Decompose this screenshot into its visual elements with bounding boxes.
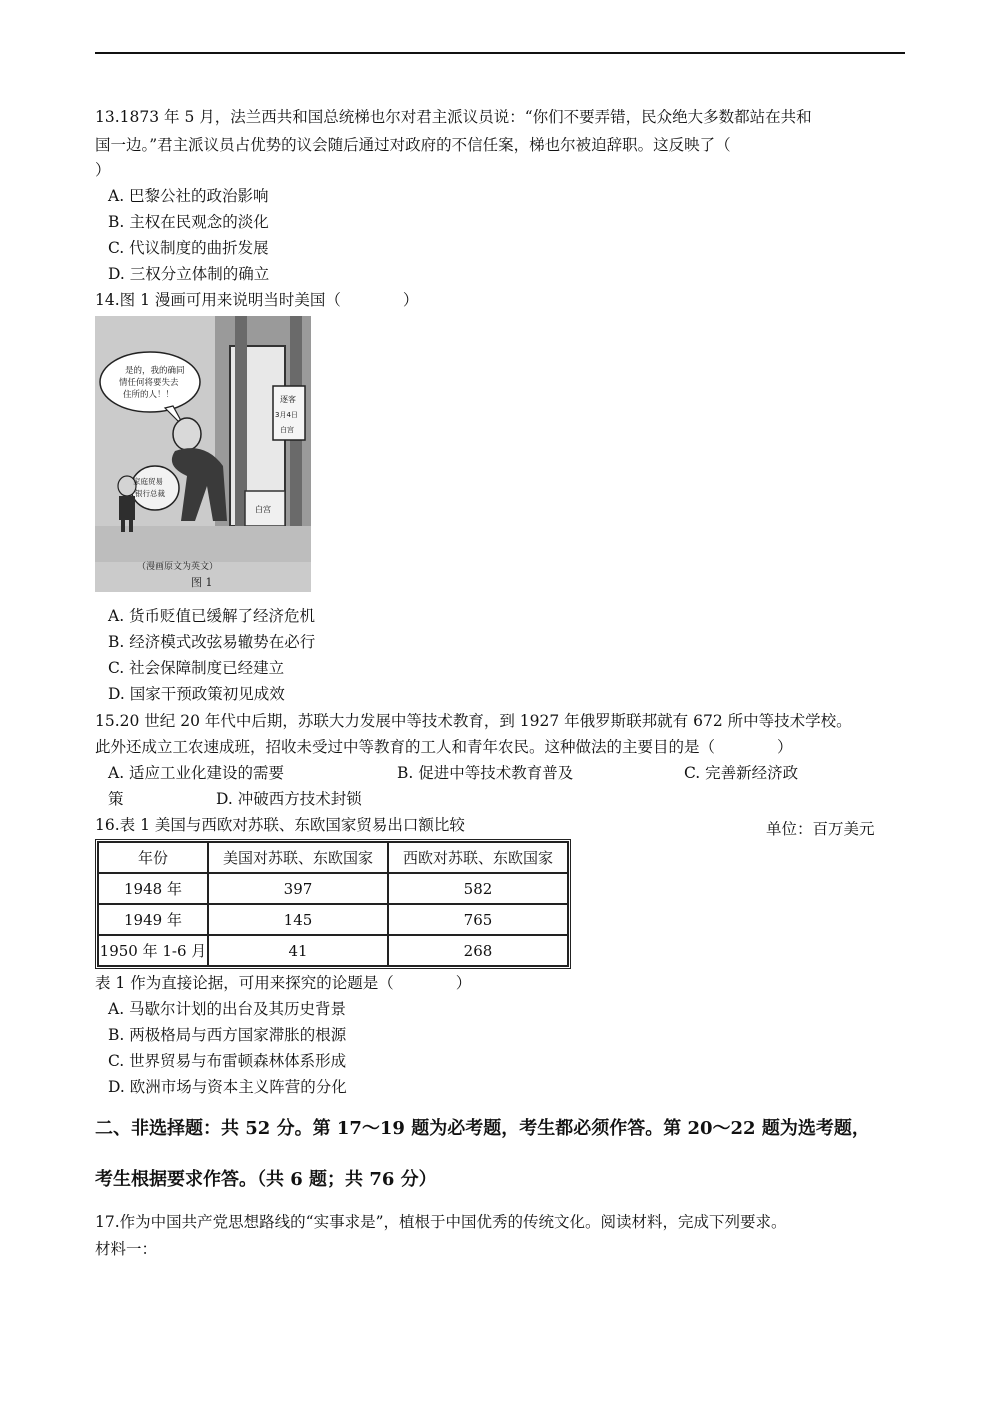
q15-option-a[interactable]: A. 适应工业化建设的需要 xyxy=(108,764,285,782)
bag-line-1: 家庭贸易 xyxy=(133,477,163,486)
section-heading-line-1: 二、非选择题：共 52 分。第 17～19 题为必考题，考生都必须作答。第 20～22 题为选考题， xyxy=(95,1118,870,1139)
header-western-europe: 西欧对苏联、东欧国家 xyxy=(388,842,568,873)
q13-stem-line-2: 国一边。”君主派议员占优势的议会随后通过对政府的不信任案，梯也尔被迫辞职。这反映了（ xyxy=(95,136,731,154)
q15-option-d[interactable]: D. 冲破西方技术封锁 xyxy=(216,790,362,808)
table-header-row xyxy=(98,842,568,873)
notice-line-2: 3月4日 xyxy=(275,411,298,419)
door-label: 白宫 xyxy=(255,505,271,514)
q13-stem-line-1: 13.1873 年 5 月，法兰西共和国总统梯也尔对君主派议员说：“你们不要弄错，民众绝大多数都站在共和 xyxy=(95,108,812,126)
table-row xyxy=(98,904,568,935)
q14-option-a[interactable]: A. 货币贬值已缓解了经济危机 xyxy=(108,607,316,625)
speech-line-2: 情任何将要失去 xyxy=(119,378,179,388)
q14-option-c[interactable]: C. 社会保障制度已经建立 xyxy=(108,659,285,677)
figure-caption: 图 1 xyxy=(191,576,213,589)
notice-line-3: 白宫 xyxy=(280,426,294,434)
q16-option-a[interactable]: A. 马歇尔计划的出台及其历史背景 xyxy=(108,1000,347,1018)
q15-stem-line-2: 此外还成立工农速成班，招收未受过中等教育的工人和青年农民。这种做法的主要目的是（ ） xyxy=(95,738,793,756)
notice-line-1: 逐客 xyxy=(280,395,296,404)
cell-europe-value: 268 xyxy=(388,935,568,966)
q13-option-a[interactable]: A. 巴黎公社的政治影响 xyxy=(108,187,269,205)
table-row xyxy=(98,935,568,966)
speech-line-1: 是的，我的确同 xyxy=(125,366,185,376)
cell-europe-value: 582 xyxy=(388,873,568,904)
q16-table-unit: 单位：百万美元 xyxy=(766,820,875,838)
cell-europe-value: 765 xyxy=(388,904,568,935)
q14-option-b[interactable]: B. 经济模式改弦易辙势在必行 xyxy=(108,633,316,651)
header-year: 年份 xyxy=(98,842,208,873)
table-row xyxy=(98,873,568,904)
header-us: 美国对苏联、东欧国家 xyxy=(208,842,388,873)
q15-stem-line-1: 15.20 世纪 20 年代中后期，苏联大力发展中等技术教育，到 1927 年俄罗斯联邦就有 672 所中等技术学校。 xyxy=(95,712,852,730)
section-heading-line-2: 考生根据要求作答。（共 6 题；共 76 分） xyxy=(95,1169,437,1190)
q13-stem-line-3: ） xyxy=(95,161,111,179)
q16-option-c[interactable]: C. 世界贸易与布雷顿森林体系形成 xyxy=(108,1052,347,1070)
cell-us-value: 145 xyxy=(208,904,388,935)
cell-year: 1950 年 1-6 月 xyxy=(98,935,208,966)
cell-us-value: 41 xyxy=(208,935,388,966)
header-rule xyxy=(95,52,905,54)
trade-table xyxy=(95,839,571,969)
q13-option-d[interactable]: D. 三权分立体制的确立 xyxy=(108,265,270,283)
cell-year: 1948 年 xyxy=(98,873,208,904)
cartoon-illustration xyxy=(95,316,311,592)
q15-option-c-continued: 策 xyxy=(108,790,124,808)
figure-note: （漫画原文为英文） xyxy=(137,562,219,572)
q16-stem: 表 1 作为直接论据，可用来探究的论题是（ ） xyxy=(95,974,472,992)
q17-stem: 17.作为中国共产党思想路线的“实事求是”，植根于中国优秀的传统文化。阅读材料，完成下列要求。 xyxy=(95,1213,787,1231)
cell-year: 1949 年 xyxy=(98,904,208,935)
q14-option-d[interactable]: D. 国家干预政策初见成效 xyxy=(108,685,285,703)
q16-table-title: 16.表 1 美国与西欧对苏联、东欧国家贸易出口额比较 xyxy=(95,816,465,834)
q15-option-c[interactable]: C. 完善新经济政 xyxy=(684,764,799,782)
speech-line-3: 住所的人！！ xyxy=(123,390,175,400)
q14-stem: 14.图 1 漫画可用来说明当时美国（ ） xyxy=(95,291,419,309)
q17-material-label: 材料一： xyxy=(95,1240,158,1258)
q16-option-b[interactable]: B. 两极格局与西方国家滞胀的根源 xyxy=(108,1026,347,1044)
cartoon-figure xyxy=(95,316,311,592)
q13-option-c[interactable]: C. 代议制度的曲折发展 xyxy=(108,239,269,257)
q15-option-b[interactable]: B. 促进中等技术教育普及 xyxy=(397,764,574,782)
q13-option-b[interactable]: B. 主权在民观念的淡化 xyxy=(108,213,269,231)
bag-line-2: 银行总裁 xyxy=(135,489,165,498)
cell-us-value: 397 xyxy=(208,873,388,904)
q16-option-d[interactable]: D. 欧洲市场与资本主义阵营的分化 xyxy=(108,1078,347,1096)
